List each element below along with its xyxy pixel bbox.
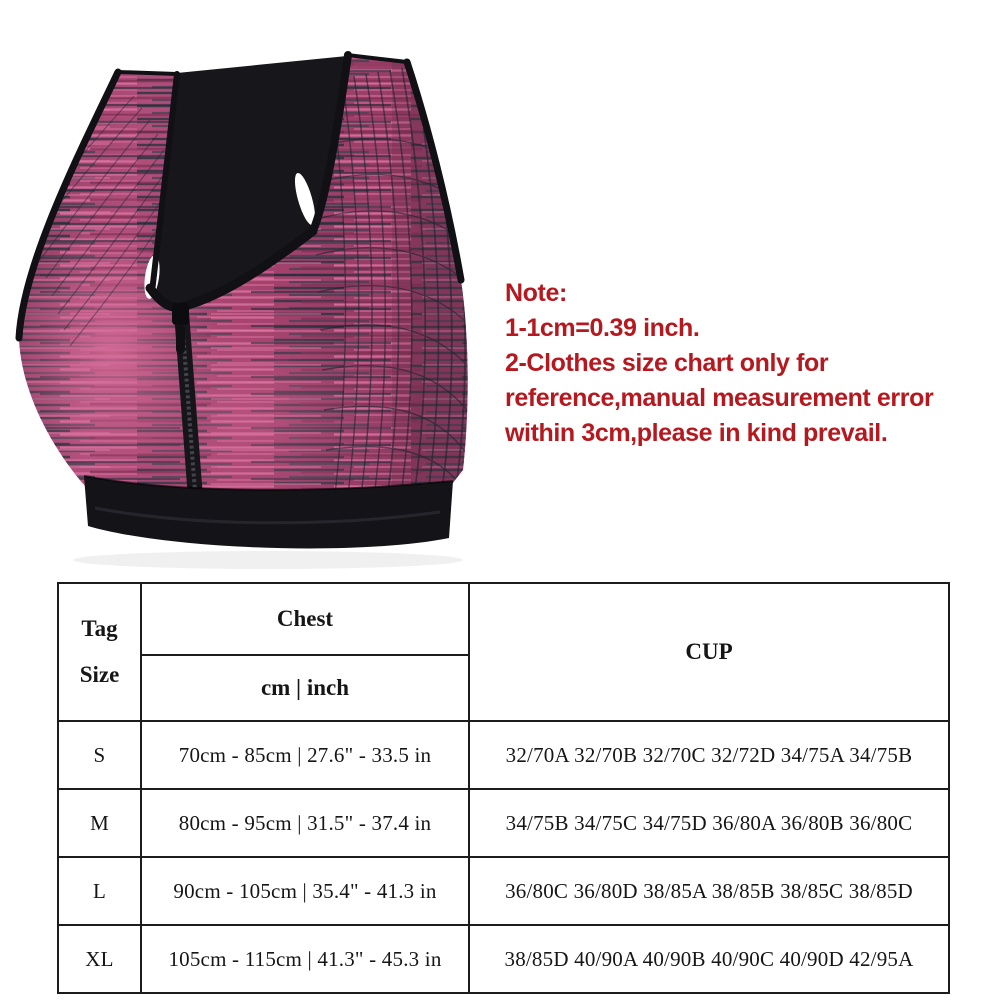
size-chart-table (57, 582, 950, 994)
size-note (505, 276, 980, 451)
size-row-l (58, 857, 949, 925)
chest-cell: 80cm - 95cm | 31.5" - 37.4 in (141, 789, 469, 857)
note-line-4: within 3cm,please in kind prevail. (505, 419, 888, 447)
cup-cell: 38/85D 40/90A 40/90B 40/90C 40/90D 42/95A (469, 925, 949, 993)
cup-cell: 32/70A 32/70B 32/70C 32/72D 34/75A 34/75B (469, 721, 949, 789)
tag-cell: S (58, 721, 141, 789)
chest-cell: 105cm - 115cm | 41.3" - 45.3 in (141, 925, 469, 993)
header-cup: CUP (469, 583, 949, 721)
cup-cell: 36/80C 36/80D 38/85A 38/85B 38/85C 38/85D (469, 857, 949, 925)
tag-cell: XL (58, 925, 141, 993)
note-heading: Note: (505, 279, 567, 307)
size-row-xl (58, 925, 949, 993)
header-tag-size (58, 583, 141, 721)
header-size-line: Size (79, 662, 120, 687)
header-tag-line: Tag (81, 616, 118, 641)
header-chest: Chest (141, 583, 469, 655)
cup-cell: 34/75B 34/75C 34/75D 36/80A 36/80B 36/80C (469, 789, 949, 857)
note-line-2: 2-Clothes size chart only for (505, 349, 829, 377)
tag-cell: M (58, 789, 141, 857)
size-row-m (58, 789, 949, 857)
tag-cell: L (58, 857, 141, 925)
note-line-1: 1-1cm=0.39 inch. (505, 314, 700, 342)
size-row-s (58, 721, 949, 789)
sports-bra-illustration (0, 30, 500, 575)
chest-cell: 90cm - 105cm | 35.4" - 41.3 in (141, 857, 469, 925)
chest-cell: 70cm - 85cm | 27.6" - 33.5 in (141, 721, 469, 789)
product-photo (0, 30, 500, 575)
note-line-3: reference,manual measurement error (505, 384, 934, 412)
header-chest-unit: cm | inch (141, 655, 469, 721)
